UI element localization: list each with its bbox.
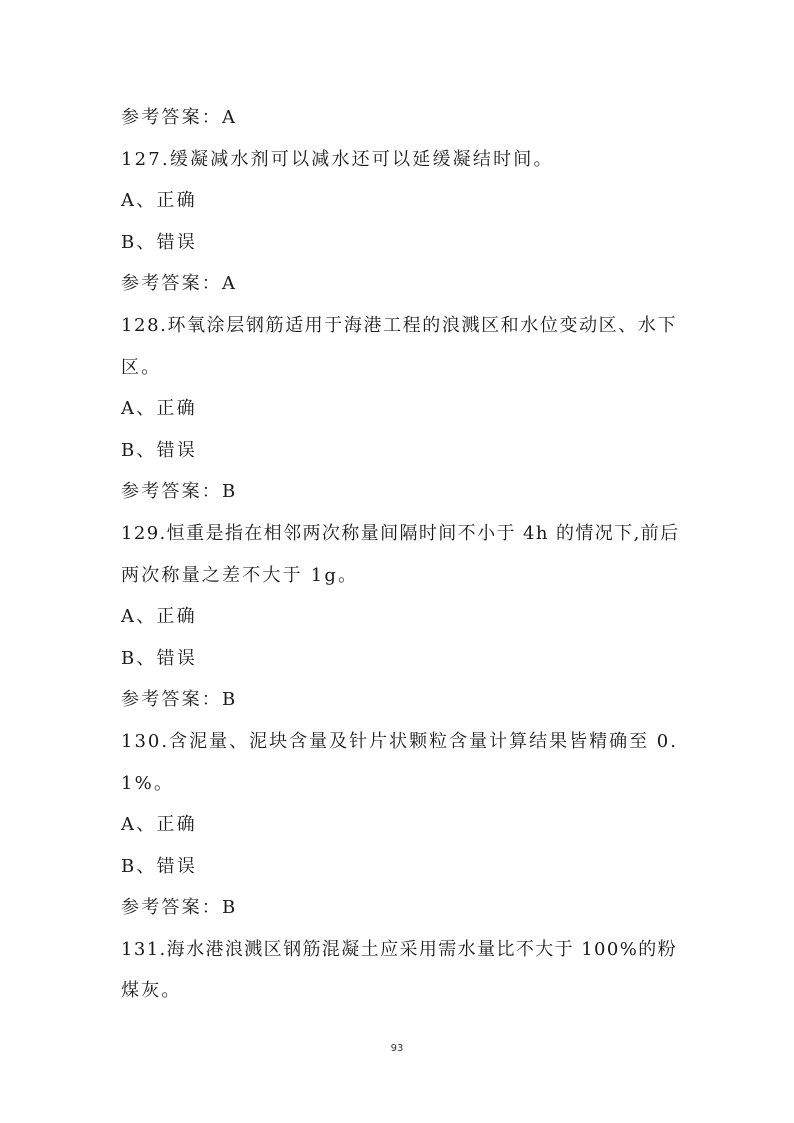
option-b-130: B、错误 <box>121 855 198 877</box>
option-a-128: A、正确 <box>121 398 197 420</box>
question-130-line-2: 1%。 <box>121 772 175 794</box>
question-129-line-2: 两次称量之差不大于 1g。 <box>121 564 359 586</box>
question-130-line-1: 130.含泥量、泥块含量及针片状颗粒含量计算结果皆精确至 0. <box>121 730 678 752</box>
document-body <box>121 97 681 1012</box>
question-128-line-2: 区。 <box>121 356 162 378</box>
option-b-128: B、错误 <box>121 439 198 461</box>
question-127: 127.缓凝减水剂可以减水还可以延缓凝结时间。 <box>121 148 554 170</box>
option-b-127: B、错误 <box>121 231 198 253</box>
question-129-line-1: 129.恒重是指在相邻两次称量间隔时间不小于 4h 的情况下,前后 <box>121 522 680 544</box>
option-a-127: A、正确 <box>121 190 197 212</box>
question-131-line-2: 煤灰。 <box>121 980 182 1002</box>
answer-128: 参考答案：B <box>121 481 238 503</box>
answer-127: 参考答案：A <box>121 273 238 295</box>
page-number: 93 <box>390 1043 404 1054</box>
question-128-line-1: 128.环氧涂层钢筋适用于海港工程的浪溅区和水位变动区、水下 <box>121 314 678 336</box>
option-b-129: B、错误 <box>121 647 198 669</box>
answer-129: 参考答案：B <box>121 689 238 711</box>
option-a-130: A、正确 <box>121 814 197 836</box>
answer-130: 参考答案：B <box>121 897 238 919</box>
question-131-line-1: 131.海水港浪溅区钢筋混凝土应采用需水量比不大于 100%的粉 <box>121 938 678 960</box>
option-a-129: A、正确 <box>121 606 197 628</box>
answer-126: 参考答案：A <box>121 107 238 128</box>
